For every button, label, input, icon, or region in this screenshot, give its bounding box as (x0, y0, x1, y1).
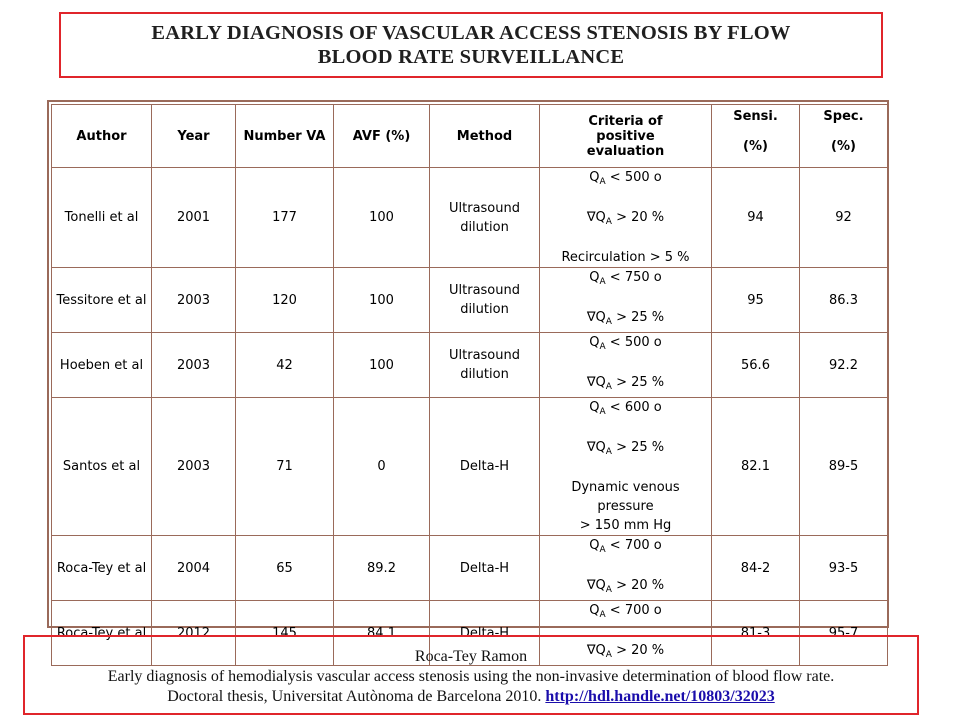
header-avf: AVF (%) (334, 105, 430, 168)
cell-specificity: 89-5 (800, 398, 888, 536)
cell-sensitivity: 82.1 (712, 398, 800, 536)
cell-author: Tessitore et al (52, 268, 152, 333)
criteria-delta-qa: $\nabla Q_A > 20$ % (586, 578, 665, 595)
reference-source: Doctoral thesis, Universitat Autònoma de Barcelona 2010. (167, 688, 542, 705)
cell-author: Roca-Tey et al (52, 601, 152, 666)
cell-criteria (540, 398, 712, 536)
cell-avf: 100 (334, 268, 430, 333)
table-header-row (52, 105, 888, 168)
header-specificity (800, 105, 888, 168)
criteria-delta-qa: $\nabla Q_A > 25$ % (586, 310, 665, 327)
nabla-symbol: ∇ (586, 643, 596, 658)
header-sensitivity (712, 105, 800, 168)
header-year: Year (152, 105, 236, 168)
cell-specificity: 95-7 (800, 601, 888, 666)
cell-method: Delta-H (430, 536, 540, 601)
nabla-symbol: ∇ (586, 578, 596, 593)
cell-year: 2003 (152, 268, 236, 333)
criteria-qa: $Q_A < 500$ o (589, 335, 662, 352)
cell-number-va: 120 (236, 268, 334, 333)
cell-specificity: 92 (800, 168, 888, 268)
nabla-symbol: ∇ (586, 310, 596, 325)
cell-avf: 100 (334, 168, 430, 268)
cell-year: 2003 (152, 333, 236, 398)
cell-criteria (540, 536, 712, 601)
cell-avf: 89.2 (334, 536, 430, 601)
cell-specificity: 86.3 (800, 268, 888, 333)
nabla-symbol: ∇ (586, 440, 596, 455)
table-row (52, 398, 888, 536)
header-author: Author (52, 105, 152, 168)
cell-criteria (540, 333, 712, 398)
criteria-qa: $Q_A < 700$ o (589, 603, 662, 620)
reference-title: Early diagnosis of hemodialysis vascular access stenosis using the non-invasive determination of blood flow rate. (107, 668, 835, 685)
criteria-delta-qa: $\nabla Q_A > 25$ % (586, 375, 665, 392)
criteria-qa: $Q_A < 750$ o (589, 270, 662, 287)
cell-year: 2001 (152, 168, 236, 268)
cell-sensitivity: 84-2 (712, 536, 800, 601)
cell-specificity: 92.2 (800, 333, 888, 398)
criteria-extra: Dynamic venous pressure (571, 480, 680, 514)
header-specificity-label: Spec. (823, 109, 864, 124)
table-row (52, 333, 888, 398)
table-row (52, 168, 888, 268)
cell-sensitivity: 95 (712, 268, 800, 333)
cell-method: Ultrasound dilution (430, 168, 540, 268)
cell-year: 2012 (152, 601, 236, 666)
nabla-symbol: ∇ (586, 375, 596, 390)
header-method: Method (430, 105, 540, 168)
criteria-extra: Recirculation > 5 % (561, 250, 690, 265)
cell-method: Delta-H (430, 601, 540, 666)
cell-avf: 0 (334, 398, 430, 536)
title-line-1: EARLY DIAGNOSIS OF VASCULAR ACCESS STENOSIS BY FLOW (151, 22, 791, 44)
cell-number-va: 42 (236, 333, 334, 398)
reference-link[interactable]: http://hdl.handle.net/10803/32023 (545, 688, 775, 705)
cell-specificity: 93-5 (800, 536, 888, 601)
cell-avf: 100 (334, 333, 430, 398)
cell-number-va: 177 (236, 168, 334, 268)
cell-avf: 84.1 (334, 601, 430, 666)
cell-author: Santos et al (52, 398, 152, 536)
reference-source-line (25, 687, 917, 707)
cell-criteria (540, 268, 712, 333)
header-sensitivity-unit: (%) (743, 139, 768, 154)
criteria-qa: $Q_A < 500$ o (589, 170, 662, 187)
cell-year: 2004 (152, 536, 236, 601)
slide-title (59, 12, 883, 78)
cell-sensitivity: 56.6 (712, 333, 800, 398)
cell-author: Roca-Tey et al (52, 536, 152, 601)
cell-sensitivity: 81-3 (712, 601, 800, 666)
cell-criteria (540, 168, 712, 268)
cell-number-va: 65 (236, 536, 334, 601)
table-row (52, 536, 888, 601)
criteria-qa: $Q_A < 700$ o (589, 538, 662, 555)
header-sensitivity-label: Sensi. (733, 109, 778, 124)
reference-box (23, 635, 919, 715)
reference-author: Roca-Tey Ramon (414, 648, 528, 665)
header-number-va: Number VA (236, 105, 334, 168)
cell-method: Delta-H (430, 398, 540, 536)
cell-method: Ultrasound dilution (430, 268, 540, 333)
cell-year: 2003 (152, 398, 236, 536)
criteria-delta-qa: $\nabla Q_A > 20$ % (586, 643, 665, 660)
criteria-delta-qa: $\nabla Q_A > 25$ % (586, 440, 665, 457)
header-criteria: Criteria of positive evaluation (540, 105, 712, 168)
table-row (52, 268, 888, 333)
cell-author: Hoeben et al (52, 333, 152, 398)
header-specificity-unit: (%) (831, 139, 856, 154)
cell-method: Ultrasound dilution (430, 333, 540, 398)
criteria-extra-2: > 150 mm Hg (579, 518, 672, 533)
cell-number-va: 145 (236, 601, 334, 666)
cell-author: Tonelli et al (52, 168, 152, 268)
cell-sensitivity: 94 (712, 168, 800, 268)
nabla-symbol: ∇ (586, 210, 596, 225)
criteria-qa: $Q_A < 600$ o (589, 400, 662, 417)
criteria-delta-qa: $\nabla Q_A > 20$ % (586, 210, 665, 227)
cell-number-va: 71 (236, 398, 334, 536)
studies-table (51, 104, 888, 666)
title-line-2: BLOOD RATE SURVEILLANCE (317, 46, 625, 68)
